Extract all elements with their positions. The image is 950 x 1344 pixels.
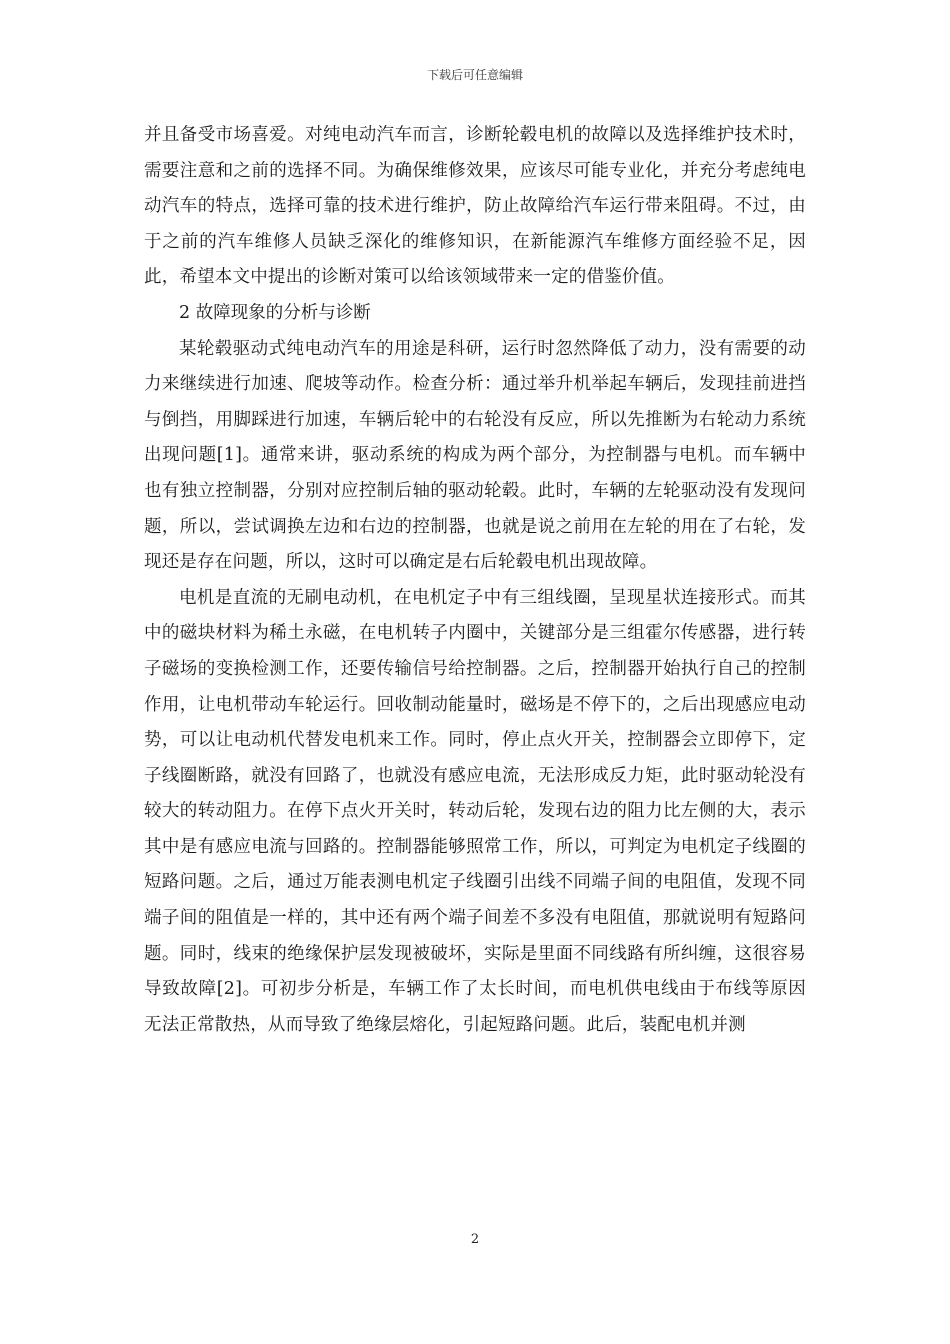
page-header: 下载后可任意编辑 (426, 68, 523, 82)
paragraph-motor-analysis: 电机是直流的无刷电动机，在电机定子中有三组线圈，呈现星状连接形式。而其中的磁块材料为稀土永磁，在电机转子内圈中，关键部分是三组霍尔传感器，进行转子磁场的变换检测工作，还要传输信号给控制器。之后，控制器开始执行自己的控制作用，让电机带动车轮运行。回收制动能量时，磁场是不停下的，之后出现感应电动势，可以让电动机代替发电机来工作。同时，停止点火开关，控制器会立即停下，定子线圈断路，就没有回路了，也就没有感应电流，无法形成反力矩，此时驱动轮没有较大的转动阻力。在停下点火开关时，转动后轮，发现右边的阻力比左侧的大，表示其中是有感应电流与回路的。控制器能够照常工作，所以，可判定为电机定子线圈的短路问题。之后，通过万能表测电机定子线圈引出线不同端子间的电阻值，发现不同端子间的阻值是一样的，其中还有两个端子间差不多没有电阻值，那就说明有短路问题。同时，线束的绝缘保护层发现被破坏，实际是里面不同线路有所纠缠，这很容易导致故障[2]。可初步分析是，车辆工作了太长时间，而电机供电线由于布线等原因无法正常散热，从而导致了绝缘层熔化，引起短路问题。此后，装配电机并测 (144, 587, 806, 1035)
document-body (144, 118, 806, 1043)
paragraph-intro-continuation: 并且备受市场喜爱。对纯电动汽车而言，诊断轮毂电机的故障以及选择维护技术时，需要注意和之前的选择不同。为确保维修效果，应该尽可能专业化，并充分考虑纯电动汽车的特点，选择可靠的技术进行维护，防止故障给汽车运行带来阻碍。不过，由于之前的汽车维修人员缺乏深化的维修知识，在新能源汽车维修方面经验不足，因此，希望本文中提出的诊断对策可以给该领域带来一定的借鉴价值。 (144, 125, 806, 288)
page-number: 2 (470, 1232, 480, 1247)
section-heading: 2 故障现象的分析与诊断 (179, 302, 371, 323)
paragraph-fault-symptom: 某轮毂驱动式纯电动汽车的用途是科研，运行时忽然降低了动力，没有需要的动力来继续进行加速、爬坡等动作。检查分析：通过举升机举起车辆后，发现挂前进挡与倒挡，用脚踩进行加速，车辆后轮中的右轮没有反应，所以先推断为右轮动力系统出现问题[1]。通常来讲，驱动系统的构成为两个部分，为控制器与电机。而车辆中也有独立控制器，分别对应控制后轴的驱动轮毂。此时，车辆的左轮驱动没有发现问题，所以，尝试调换左边和右边的控制器，也就是说之前用在左轮的用在了右轮，发现还是存在问题，所以，这时可以确定是右后轮毂电机出现故障。 (144, 338, 806, 573)
